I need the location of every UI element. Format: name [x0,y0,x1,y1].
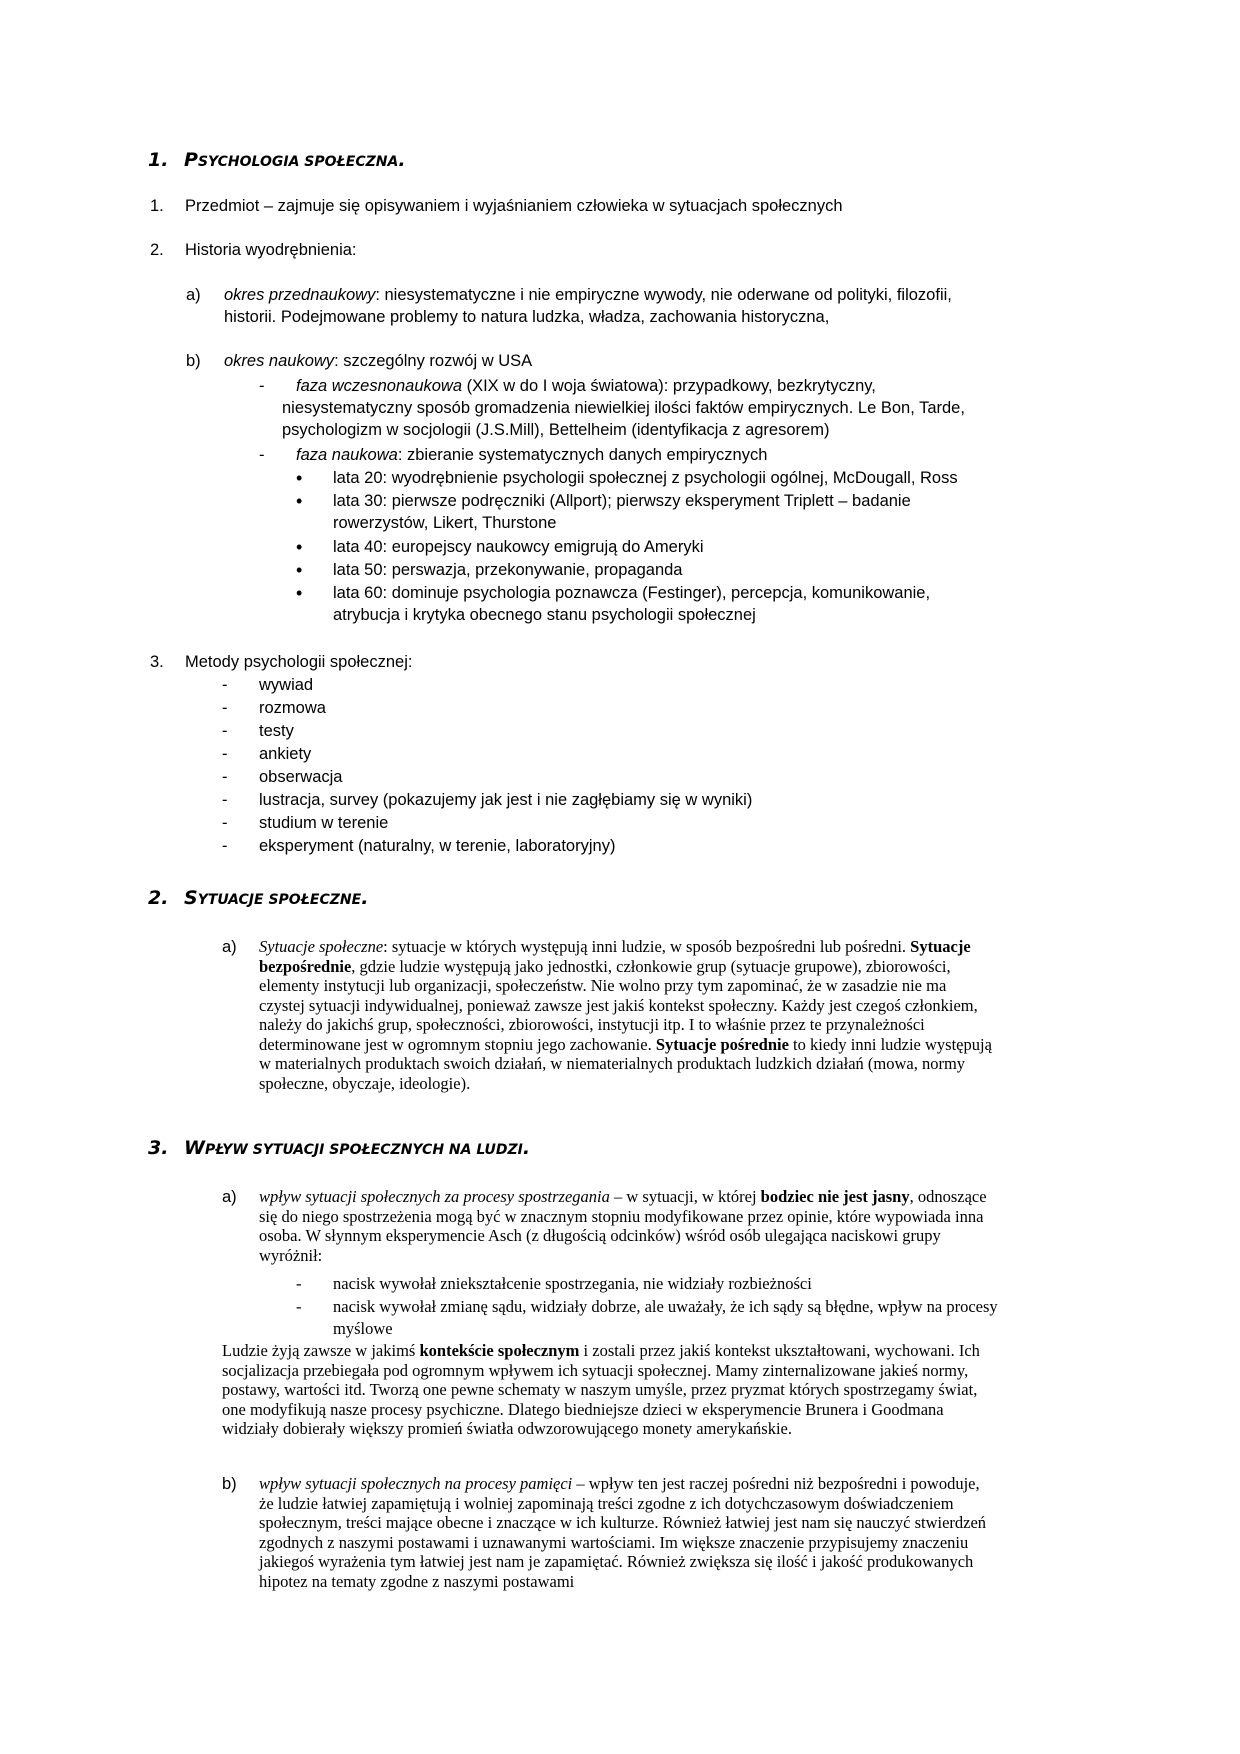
paragraph-line [222,1399,980,1419]
text: , gdzie ludzie występują jako jednostki, członkowie grup (sytuacje grupowe), zbiorowości, [351,956,951,976]
text: studium w terenie [259,814,389,832]
text: elementy instytucji lub organizacji, społeczeństw. Nie wolno przy tym zapominać, że w zasadzie nie ma [259,976,947,995]
heading-end: . [522,1137,531,1159]
method-item [259,789,752,812]
text: to kiedy inni ludzie występują [788,1034,992,1054]
section-3-heading [148,1136,530,1162]
text: postawy, wartości itd. Tworzą one pewne schematy w naszym umyśle, przez pryzmat których spostrzegamy świat, [222,1380,978,1399]
bullet-item [333,559,682,581]
method-item [259,812,752,835]
sub-marker: b) [222,1475,237,1493]
text: społeczne, obyczaje, ideologie). [259,1073,471,1093]
term: faza naukowa [296,446,398,464]
text: widziały dobierały większy promień światła odwzorowującego monety amerykańskie. [222,1419,792,1438]
paragraph-line [259,975,992,995]
text: Ludzie żyją zawsze w jakimś [222,1341,420,1360]
text: myślowe [333,1318,393,1338]
paragraph-line [259,1034,992,1054]
bullet-item [333,536,704,558]
text: lata 20: wyodrębnienie psychologii społecznej z psychologii ogólnej, McDougall, Ross [333,469,958,487]
text: historii. Podejmowane problemy to natura ludzka, władza, zachowania historyczna, [224,308,830,326]
bold-text: Sytuacje pośrednie [655,1034,789,1054]
paragraph-line [222,1360,980,1380]
italic-text: wpływ sytuacji społecznych na procesy pamięci [259,1474,573,1493]
paragraph-line [259,956,992,976]
paragraph-line [259,1225,987,1245]
paragraph-line [222,1418,980,1438]
text: należy do jakichś grup, społeczności, zbiorowości, instytucji itp. I to właśnie przez te przynależności [259,1015,925,1034]
section-3-paragraph [222,1340,980,1438]
text: eksperyment (naturalny, w terenie, laboratoryjny) [259,837,616,855]
paragraph-line [259,1473,986,1493]
sub-marker: a) [222,1188,237,1206]
text: : niesystematyczne i nie empiryczne wywody, nie oderwane od polityki, filozofii, [375,286,952,304]
paragraph-line [222,1379,980,1399]
text: nacisk wywołał zniekształcenie spostrzegania, nie widziały rozbieżności [333,1274,812,1293]
text: rowerzystów, Likert, Thurstone [333,514,557,532]
section-3b-paragraph [259,1473,986,1590]
italic-text: wpływ sytuacji społecznych za procesy spostrzegania [259,1187,610,1206]
text: lata 40: europejscy naukowcy emigrują do Ameryki [333,538,704,556]
item-number: 2. [150,241,164,259]
text: : zbieranie systematycznych danych empirycznych [397,446,768,464]
section-number: 1. [148,149,169,171]
heading-rest: YTUACJE SPOŁECZNE [197,892,362,908]
text: osoba. W słynnym eksperymencie Asch (z długością odcinków) wśród osób ulegająca naciskowi grupy [259,1226,941,1245]
text: jakiegoś wyrażenia tym łatwiej jest nam je zapamiętać. Również zwiększa się ilość i jakość produkowanych [259,1552,974,1571]
heading-cap: P [184,149,198,171]
text: w materialnych produktach swoich działań, w niematerialnych produktach ludzkich działań (mowa, normy [259,1054,966,1073]
paragraph-line [259,1571,986,1591]
text: zgodnych z naszymi postawami i uznawanymi wartościami. Im większe znaczenie przypisujemy znaczeniu [259,1532,969,1552]
text: się do niego spostrzeżenia mogą być w znacznym stopniu modyfikowane przez opinie, które wypowiada inna [259,1206,984,1226]
bold-text: bodziec nie jest jasny [760,1187,910,1206]
paragraph-line [259,1551,986,1571]
item-number: 3. [150,653,164,671]
text: lata 50: perswazja, przekonywanie, propaganda [333,561,683,579]
text: (XIX w do I woja światowa): przypadkowy, bezkrytyczny, [462,377,876,395]
method-item [259,720,752,743]
method-item [259,697,752,720]
text: wywiad [259,676,314,694]
text: testy [259,722,294,740]
paragraph-line [259,1245,987,1265]
method-item [259,743,752,766]
section-2-heading [148,886,368,912]
method-item [259,674,752,697]
section-3a-paragraph [259,1186,987,1264]
text: – wpływ ten jest raczej pośredni niż bezpośredni i powoduje, [572,1474,980,1493]
heading-cap: W [184,1137,205,1159]
text: : sytuacje w których występują inni ludzie, w sposób bezpośredni lub pośredni. [383,937,911,956]
section-1-heading [148,148,406,174]
dash-item [333,1273,812,1295]
heading-rest: PŁYW SYTUACJI SPOŁECZNYCH NA LUDZI [204,1142,523,1158]
paragraph-line [259,1014,992,1034]
bullet-item [333,490,911,534]
method-item [259,766,752,789]
section-number: 3. [148,1137,169,1159]
paragraph-line [259,1512,986,1532]
item-number: 1. [150,197,164,215]
paragraph-line [259,1493,986,1513]
text: lata 30: pierwsze podręczniki (Allport); pierwszy eksperyment Triplett – badanie [333,492,911,510]
faza-wczesnonaukowa [282,375,965,441]
text: psychologizm w socjologii (J.S.Mill), Bettelheim (identyfikacja z agresorem) [282,421,830,439]
text: lata 60: dominuje psychologia poznawcza (Festinger), percepcja, komunikowanie, [333,584,931,602]
sub-marker: b) [186,352,201,370]
item-text: Metody psychologii społecznej: [185,653,413,671]
term: okres naukowy [224,352,335,370]
item-text: Historia wyodrębnienia: [185,241,357,259]
text: one modyfikują nasze procesy psychiczne. Dlatego biedniejsze dzieci w eksperymencie Brunera i Goodmana [222,1399,944,1419]
item-text: Przedmiot – zajmuje się opisywaniem i wyjaśnianiem człowieka w sytuacjach społecznych [185,197,843,215]
text: hipotez na tematy zgodne z naszymi postawami [259,1571,575,1591]
text: rozmowa [259,699,326,717]
heading-cap: S [184,887,198,909]
italic-text: Sytuacje społeczne [259,937,384,956]
text: determinowane jest w ogromnym stopniu jego zachowanie. [259,1034,656,1054]
faza-naukowa [296,444,767,466]
paragraph-line [259,936,992,956]
text: że ludzie łatwiej zapamiętują i wolniej zapominają treści zgodne z ich dotychczasowym doświadczeniem [259,1493,954,1513]
term: okres przednaukowy [224,286,376,304]
paragraph-line [259,995,992,1015]
method-item [259,835,752,858]
text: obserwacja [259,768,343,786]
section-2-paragraph [259,936,992,1092]
heading-end: . [361,887,369,909]
text: wyróżnił: [259,1245,323,1265]
text: społecznym, treści mające obecne i znaczące w ich kulturze. Również łatwiej jest nam się nauczyć stwierdzeń [259,1513,987,1532]
heading-rest: SYCHOLOGIA SPOŁECZNA [197,154,399,170]
text: nacisk wywołał zmianę sądu, widziały dobrze, ale uważały, że ich sądy są błędne, wpływ na procesy [333,1297,998,1316]
paragraph-line [259,1053,992,1073]
paragraph-line [259,1206,987,1226]
text: : szczególny rozwój w USA [334,352,533,370]
dash-item [333,1296,998,1339]
text: – w sytuacji, w której [609,1187,761,1206]
text: , odnoszące [909,1187,987,1206]
bold-text: kontekście społecznym [419,1341,580,1360]
methods-list [259,674,752,858]
text: czystej sytuacji indywidualnej, ponieważ zawsze jest jakiś kontekst społeczny. Każdy jest czegoś członkiem, [259,995,978,1015]
bold-text: Sytuacje [910,937,971,956]
term: faza wczesnonaukowa [296,377,463,395]
section-number: 2. [148,887,169,909]
bullet-item [333,582,930,626]
bold-text: bezpośrednie [259,956,352,976]
text: niesystematyczny sposób gromadzenia niewielkiej ilości faktów empirycznych. Le Bon, Tarde, [282,399,965,417]
sub-marker: a) [222,938,237,956]
paragraph-line [259,1532,986,1552]
text: i zostali przez jakiś kontekst ukształtowani, wychowani. Ich [579,1341,980,1360]
paragraph-line [222,1340,980,1360]
text: atrybucja i krytyka obecnego stanu psychologii społecznej [333,606,756,624]
text: ankiety [259,745,312,763]
text: lustracja, survey (pokazujemy jak jest i nie zagłębiamy się w wyniki) [259,791,753,809]
paragraph-line [259,1186,987,1206]
heading-end: . [398,149,406,171]
sub-marker: a) [186,286,201,304]
paragraph-line [259,1073,992,1093]
bullet-item [333,467,958,489]
text: socjalizacja przebiegała pod ogromnym wpływem ich sytuacji społecznej. Mamy zinternalizowane jakieś normy, [222,1360,969,1380]
